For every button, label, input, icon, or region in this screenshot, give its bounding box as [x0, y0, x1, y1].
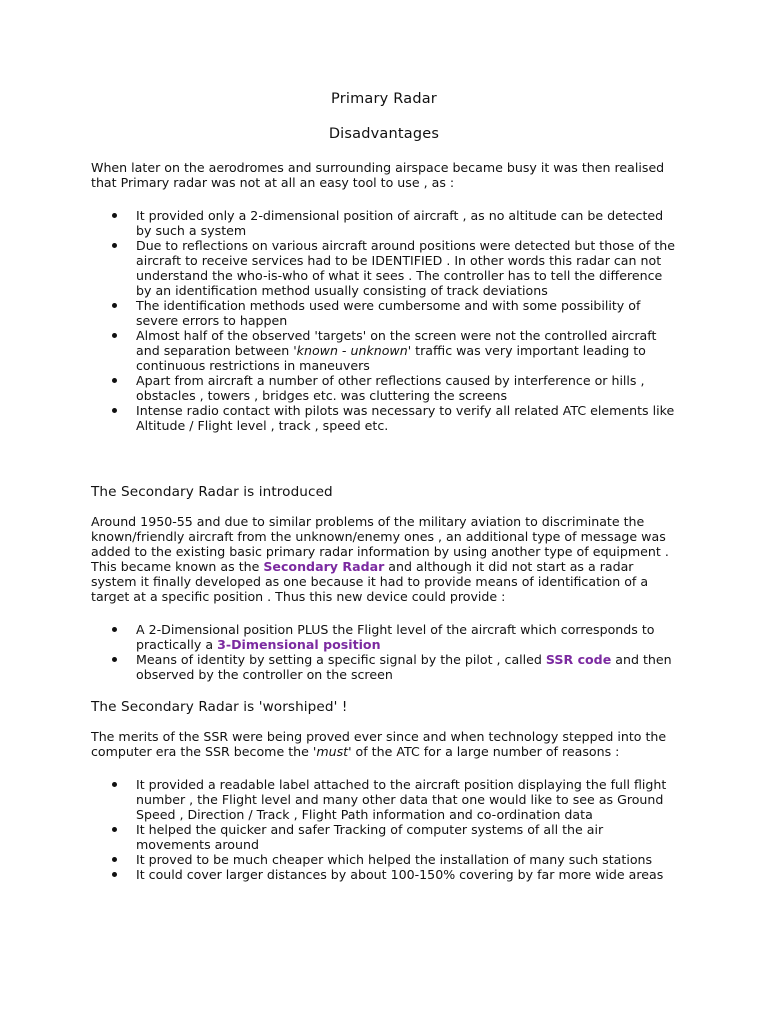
bullet-icon	[112, 657, 117, 662]
list-item: It helped the quicker and safer Tracking of computer systems of all the air movements around	[91, 822, 691, 852]
list-item: It could cover larger distances by about 100-150% covering by far more wide areas	[91, 867, 691, 882]
list-item: A 2-Dimensional position PLUS the Flight level of the aircraft which corresponds to practically a 3-Dimensional position	[91, 622, 691, 652]
list-item: Almost half of the observed 'targets' on the screen were not the controlled aircraft and separation between 'known - unknown' traffic was very important leading to continuous restrictions in maneuvers	[91, 328, 691, 373]
list-item: It provided a readable label attached to the aircraft position displaying the full flight number , the Flight level and many other data that one would like to see as Ground Speed , Direction / Track , Flight Path information and co-ordination data	[91, 777, 691, 822]
bullet-icon	[112, 303, 117, 308]
ssr-merits-list	[91, 777, 691, 882]
list-item: Intense radio contact with pilots was necessary to verify all related ATC elements like Altitude / Flight level , track , speed etc.	[91, 403, 691, 433]
disadvantages-list	[91, 208, 691, 433]
bullet-icon	[112, 782, 117, 787]
secondary-radar-paragraph: Around 1950-55 and due to similar problems of the military aviation to discriminate the known/friendly aircraft from the unknown/enemy ones , an additional type of message was added to the existing basic primary radar information by using another type of equipment . This became known as the Secondary Radar and although it did not start as a radar system it finally developed as one because it had to provide means of identification of a target at a specific position . Thus this new device could provide :	[91, 514, 669, 604]
bullet-icon	[112, 213, 117, 218]
page-subtitle: Disadvantages	[328, 126, 440, 142]
intro-paragraph	[91, 160, 691, 190]
list-item: Due to reflections on various aircraft around positions were detected but those of the aircraft to receive services had to be IDENTIFIED . In other words this radar can not understand the who-is-who of what it sees . The controller has to tell the difference by an identification method usually consisting of track deviations	[91, 238, 691, 298]
section-heading-secondary-radar: The Secondary Radar is introduced	[91, 484, 333, 500]
intro-line: that Primary radar was not at all an easy tool to use , as :	[91, 175, 455, 190]
bullet-icon	[112, 243, 117, 248]
page-title: Primary Radar	[331, 91, 437, 107]
list-item: Means of identity by setting a specific signal by the pilot , called SSR code and then observed by the controller on the screen	[91, 652, 691, 682]
section-heading-worshiped: The Secondary Radar is 'worshiped' !	[91, 699, 348, 715]
list-item: It proved to be much cheaper which helped the installation of many such stations	[91, 852, 691, 867]
bullet-icon	[112, 827, 117, 832]
bullet-icon	[112, 378, 117, 383]
bullet-icon	[112, 872, 117, 877]
bullet-icon	[112, 857, 117, 862]
list-item: Apart from aircraft a number of other reflections caused by interference or hills , obstacles , towers , bridges etc. was cluttering the screens	[91, 373, 691, 403]
bullet-icon	[112, 333, 117, 338]
highlight-ssr-code: SSR code	[545, 652, 612, 667]
bullet-icon	[112, 627, 117, 632]
list-item: It provided only a 2-dimensional position of aircraft , as no altitude can be detected by such a system	[91, 208, 691, 238]
secondary-radar-features-list	[91, 622, 691, 682]
intro-line: When later on the aerodromes and surrounding airspace became busy it was then realised	[91, 160, 665, 175]
highlight-3d-position: 3-Dimensional position	[217, 637, 381, 652]
list-item: The identification methods used were cumbersome and with some possibility of severe errors to happen	[91, 298, 691, 328]
highlight-secondary-radar: Secondary Radar	[263, 559, 385, 574]
bullet-icon	[112, 408, 117, 413]
worshiped-paragraph: The merits of the SSR were being proved ever since and when technology stepped into the computer era the SSR become the 'must' of the ATC for a large number of reasons :	[91, 729, 667, 759]
